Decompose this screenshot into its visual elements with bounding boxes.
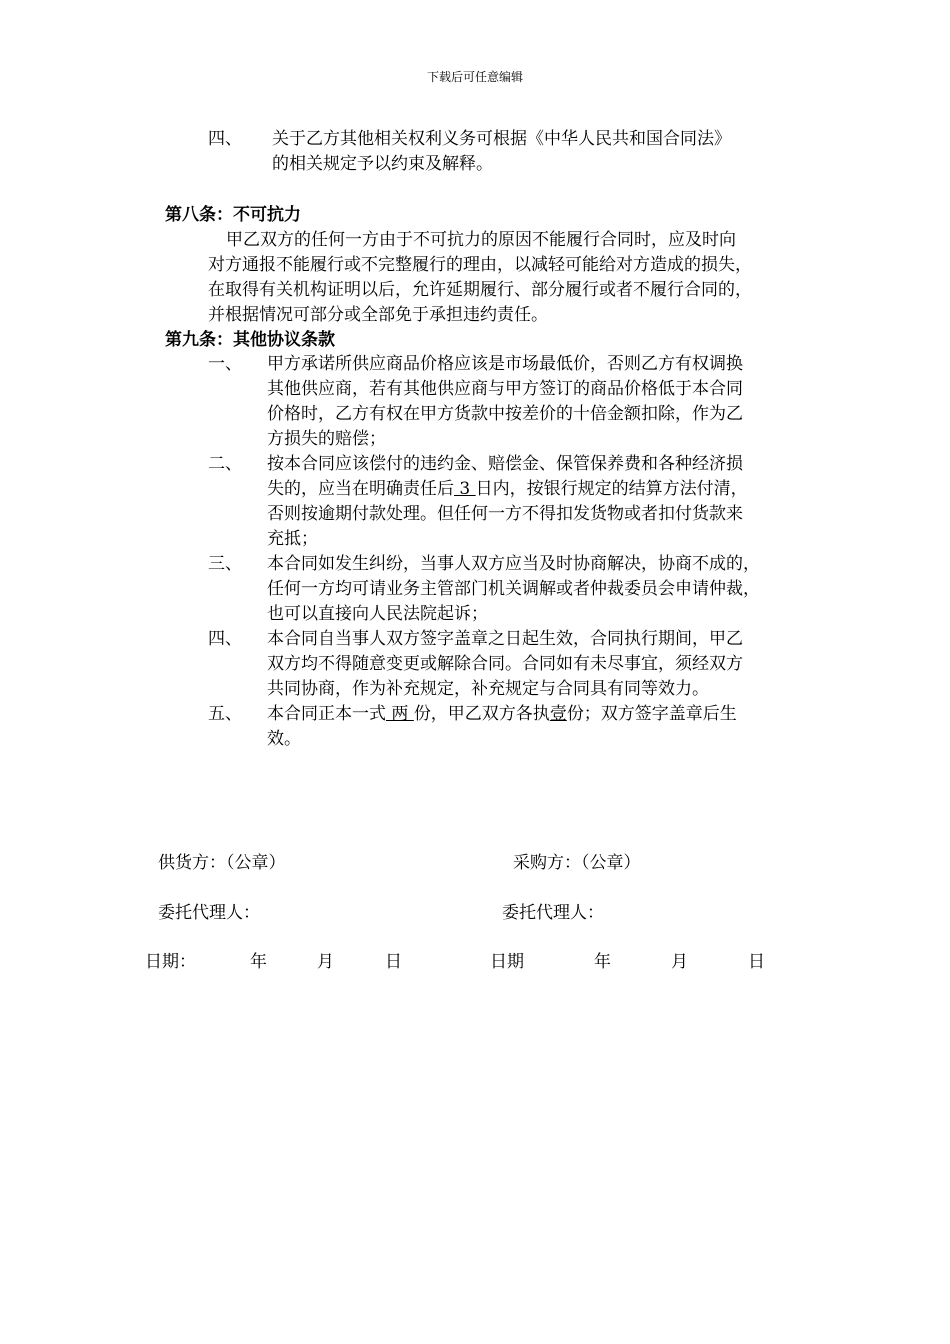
clause-line: 价格时，乙方有权在甲方货款中按差价的十倍金额扣除，作为乙: [267, 404, 743, 424]
clause-text: 份，甲乙双方各执: [413, 704, 550, 724]
clause-line: 本合同如发生纠纷，当事人双方应当及时协商解决，协商不成的，: [267, 554, 760, 574]
clause-line: 本合同自当事人双方签字盖章之日起生效，合同执行期间，甲乙: [267, 629, 743, 649]
article-heading: 第八条：不可抗力: [165, 205, 301, 225]
item-number: 二、: [208, 454, 242, 474]
article-paragraph-line: 在取得有关机构证明以后，允许延期履行、部分履行或者不履行合同的，: [208, 280, 752, 300]
item-number: 三、: [208, 554, 242, 574]
supplier-agent-label: 委托代理人：: [158, 903, 260, 923]
purchaser-seal-label: 采购方：（公章）: [513, 853, 641, 873]
days-blank-value: 3: [454, 479, 476, 499]
clause-line: 效。: [267, 729, 301, 749]
purchaser-date-year: 年: [594, 952, 611, 972]
supplier-date-month: 月: [317, 952, 334, 972]
article-heading: 第九条：其他协议条款: [165, 330, 335, 350]
clause-line: 其他供应商，若有其他供应商与甲方签订的商品价格低于本合同: [267, 379, 743, 399]
article-paragraph-line: 对方通报不能履行或不完整履行的理由，以减轻可能给对方造成的损失，: [208, 255, 752, 275]
clause-line: 任何一方均可请业务主管部门机关调解或者仲裁委员会申请仲裁，: [267, 579, 760, 599]
supplier-date-year: 年: [250, 952, 267, 972]
clause-line: 甲方承诺所供应商品价格应该是市场最低价，否则乙方有权调换: [267, 354, 743, 374]
item-number: 四、: [208, 129, 242, 149]
clause-text: 日内，按银行规定的结算方法付清，: [475, 479, 748, 499]
item-number: 一、: [208, 354, 242, 374]
supplier-date-day: 日: [385, 952, 402, 972]
article-paragraph-line: 并根据情况可部分或全部免于承担违约责任。: [208, 305, 548, 325]
supplier-date-label: 日期：: [145, 952, 196, 972]
clause-line: 否则按逾期付款处理。但任何一方不得扣发货物或者扣付货款来: [267, 504, 743, 524]
clause-line: [267, 702, 737, 727]
each-copy-blank-value: 壹: [549, 704, 567, 724]
purchaser-agent-label: 委托代理人：: [502, 903, 604, 923]
page-header: 下载后可任意编辑: [426, 70, 523, 84]
purchaser-date-label: 日期: [490, 952, 524, 972]
item-number: 五、: [208, 704, 242, 724]
clause-line: 双方均不得随意变更或解除合同。合同如有未尽事宜，须经双方: [267, 654, 743, 674]
clause-text: 份；双方签字盖章后生: [566, 704, 737, 724]
clause-line: 方损失的赔偿；: [267, 429, 386, 449]
purchaser-date-month: 月: [671, 952, 688, 972]
clause-line: 按本合同应该偿付的违约金、赔偿金、保管保养费和各种经济损: [267, 454, 743, 474]
clause-line: 充抵；: [267, 529, 318, 549]
clause-text: 失的，应当在明确责任后: [267, 479, 454, 499]
supplier-seal-label: 供货方：（公章）: [158, 853, 286, 873]
clause-line: 关于乙方其他相关权利义务可根据《中华人民共和国合同法》: [272, 129, 731, 149]
clause-line: 的相关规定予以约束及解释。: [272, 154, 493, 174]
clause-line: 也可以直接向人民法院起诉；: [267, 604, 488, 624]
article-paragraph-line: 甲乙双方的任何一方由于不可抗力的原因不能履行合同时，应及时向: [226, 230, 736, 250]
clause-line: [267, 477, 748, 502]
clause-line: 共同协商，作为补充规定，补充规定与合同具有同等效力。: [267, 679, 709, 699]
copies-blank-value: 两: [386, 704, 414, 724]
purchaser-date-day: 日: [748, 952, 765, 972]
clause-text: 本合同正本一式: [267, 704, 386, 724]
item-number: 四、: [208, 629, 242, 649]
